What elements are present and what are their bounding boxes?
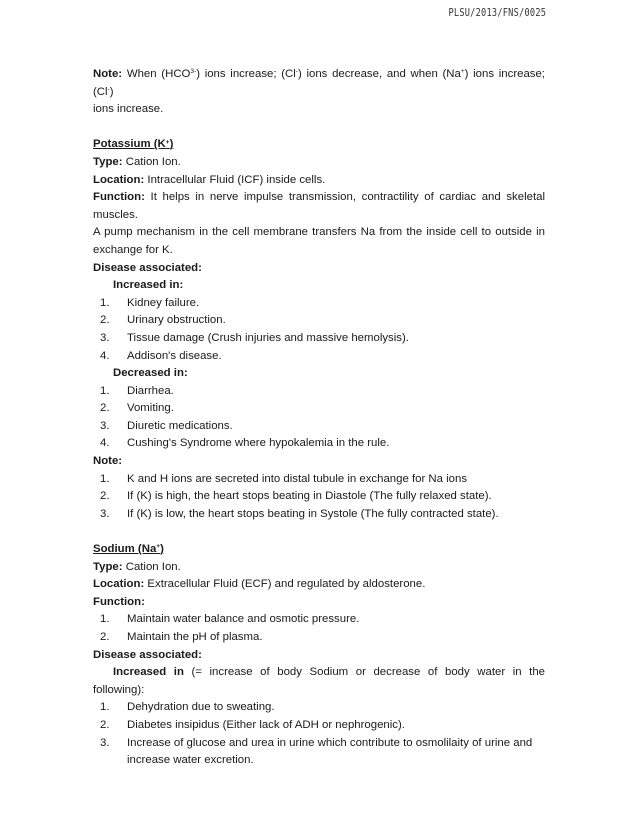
potassium-function: Function: It helps in nerve impulse transmission, contractility of cardiac and skeletal: [93, 191, 545, 204]
sodium-disease-label: Disease associated:: [93, 648, 202, 661]
document-page: [93, 66, 545, 770]
potassium-increased-label: Increased in:: [113, 279, 184, 292]
list-item: 1. Kidney failure.: [100, 296, 200, 309]
list-item: 1. Maintain water balance and osmotic pressure.: [100, 613, 360, 626]
potassium-heading: Potassium (K+): [93, 138, 174, 151]
potassium-type: Type: Cation Ion.: [93, 155, 181, 168]
potassium-location: Location: Intracellular Fluid (ICF) inside cells.: [93, 173, 326, 186]
sodium-location: Location: Extracellular Fluid (ECF) and regulated by aldosterone.: [93, 578, 426, 591]
potassium-decreased-list: [93, 383, 545, 453]
note-label: Note:: [93, 68, 123, 80]
sodium-type: Type: Cation Ion.: [93, 560, 181, 573]
potassium-function-line2: muscles.: [93, 208, 138, 221]
potassium-disease-label: Disease associated:: [93, 261, 202, 274]
list-item: 4. Cushing's Syndrome where hypokalemia in the rule.: [100, 437, 390, 450]
sodium-heading: Sodium (Na+): [93, 543, 164, 556]
potassium-decreased-label: Decreased in:: [113, 367, 188, 380]
potassium-notes-list: [93, 471, 545, 524]
sodium-increased-intro: Increased in (= increase of body Sodium or decrease of body water in the: [113, 666, 545, 679]
list-item: 2. Vomiting.: [100, 402, 174, 415]
list-item: 1. Diarrhea.: [100, 384, 174, 397]
list-item: 1. Dehydration due to sweating.: [100, 701, 275, 714]
sodium-function-label: Function:: [93, 595, 145, 608]
list-item: 4. Addison's disease.: [100, 349, 222, 362]
top-note: Note: When $(HCO^{3-})$ ions increase; (Cl-) ions decrease, and when (Na+) ions increase; (Cl-): [93, 68, 545, 98]
potassium-pump: A pump mechanism in the cell membrane transfers Na from the inside cell to outside in: [93, 226, 545, 239]
list-item: 2. Maintain the pH of plasma.: [100, 631, 263, 643]
top-note-line2: ions increase.: [93, 103, 164, 116]
sodium-increased-list: [93, 699, 545, 752]
potassium-pump-line2: exchange for K.: [93, 243, 173, 256]
list-item: 3. Tissue damage (Crush injuries and massive hemolysis).: [100, 331, 409, 344]
potassium-note-label: Note:: [93, 455, 123, 468]
list-item: 3. Increase of glucose and urea in urine which contribute to osmolilaity of urine and: [100, 736, 533, 749]
sodium-increased-intro-line2: following):: [93, 683, 145, 696]
document-code-header: PLSU/2013/FNS/0025: [448, 7, 546, 19]
list-item: 2. If (K) is high, the heart stops beating in Diastole (The fully relaxed state).: [100, 490, 492, 503]
list-item: 1. K and H ions are secreted into distal tubule in exchange for Na ions: [100, 472, 468, 485]
list-item: 3. If (K) is low, the heart stops beating in Systole (The fully contracted state).: [100, 507, 499, 520]
list-item: 2. Diabetes insipidus (Either lack of ADH or nephrogenic).: [100, 718, 405, 731]
list-item: 3. Diuretic medications.: [100, 419, 233, 432]
sodium-function-list: [93, 611, 545, 646]
sodium-increased-3-line2: increase water excretion.: [127, 754, 254, 767]
potassium-increased-list: [93, 295, 545, 365]
list-item: 2. Urinary obstruction.: [100, 314, 226, 327]
